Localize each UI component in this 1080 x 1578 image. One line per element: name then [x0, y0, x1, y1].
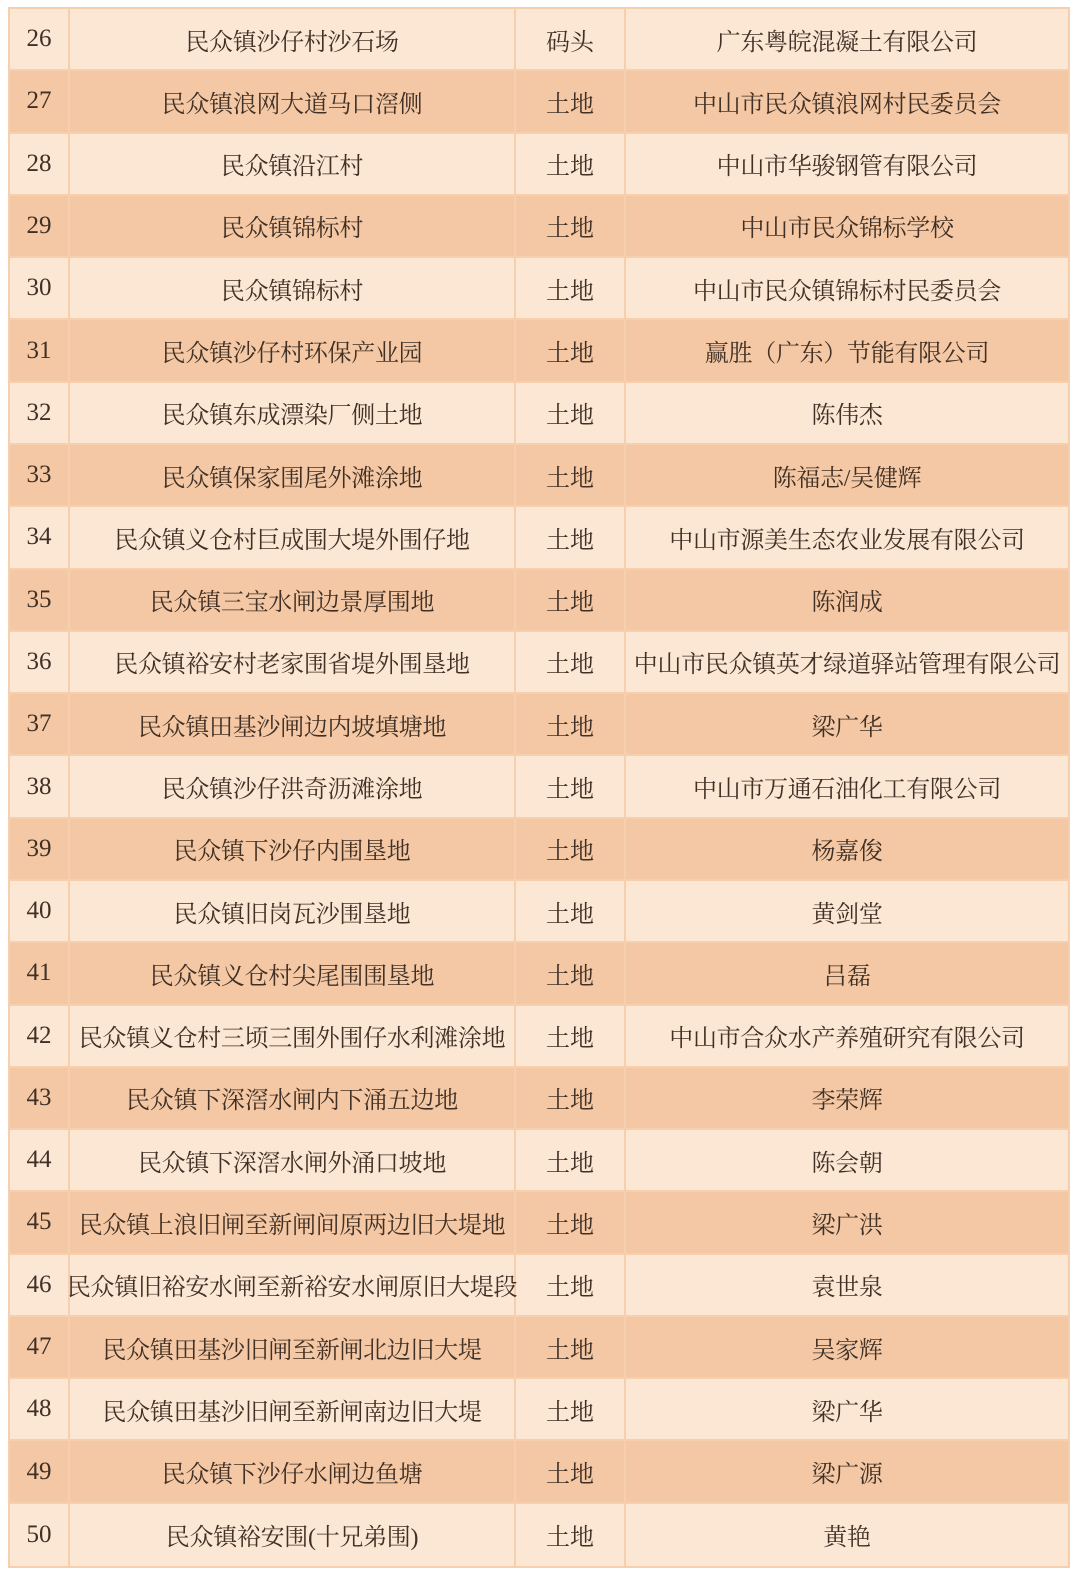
- owner-cell: 中山市万通石油化工有限公司: [626, 756, 1068, 818]
- table-row: [10, 881, 1068, 943]
- table-row: [10, 445, 1068, 507]
- table-row: [10, 1006, 1068, 1068]
- owner-cell: 中山市合众水产养殖研究有限公司: [626, 1006, 1068, 1068]
- use-type-cell: 码头: [516, 9, 626, 71]
- use-type-cell: 土地: [516, 1006, 626, 1068]
- row-number-cell: 50: [10, 1504, 70, 1566]
- use-type-cell: 土地: [516, 196, 626, 258]
- table-row: [10, 507, 1068, 569]
- owner-cell: 中山市民众镇锦标村民委员会: [626, 258, 1068, 320]
- owner-cell: 黄艳: [823, 1525, 871, 1552]
- owner-cell: 赢胜（广东）节能有限公司: [626, 320, 1068, 382]
- land-use-table: [8, 7, 1070, 1568]
- site-name-cell: 民众镇田基沙旧闸至新闸南边旧大堤: [70, 1379, 516, 1441]
- owner-cell: 中山市民众镇英才绿道驿站管理有限公司: [626, 632, 1068, 694]
- row-number-cell: 45: [10, 1192, 70, 1254]
- site-name-cell: 民众镇沙仔村沙石场: [70, 9, 516, 71]
- table-row: [10, 1192, 1068, 1254]
- site-name-cell: 民众镇义仓村三顷三围外围仔水利滩涂地: [70, 1006, 516, 1068]
- site-name-cell: 民众镇三宝水闸边景厚围地: [70, 570, 516, 632]
- owner-cell: 中山市民众镇浪网村民委员会: [626, 71, 1068, 133]
- owner-cell: 梁广华: [626, 694, 1068, 756]
- site-name-cell: 民众镇沙仔洪奇沥滩涂地: [70, 756, 516, 818]
- owner-cell: 李荣辉: [626, 1068, 1068, 1130]
- use-type-cell: 土地: [516, 756, 626, 818]
- row-number-cell: 46: [10, 1255, 70, 1317]
- owner-cell: 中山市民众锦标学校: [626, 196, 1068, 258]
- use-type-cell: 土地: [516, 1441, 626, 1503]
- use-type-cell: 土地: [516, 1379, 626, 1441]
- use-type-cell: 土地: [516, 570, 626, 632]
- use-type-cell: 土地: [516, 819, 626, 881]
- owner-cell: 陈会朝: [626, 1130, 1068, 1192]
- site-name-cell: 民众镇田基沙旧闸至新闸北边旧大堤: [70, 1317, 516, 1379]
- use-type-cell: 土地: [516, 1068, 626, 1130]
- use-type-cell: 土地: [516, 1130, 626, 1192]
- owner-cell: 陈福志/吴健辉: [626, 445, 1068, 507]
- table-row: [10, 943, 1068, 1005]
- owner-cell: 袁世泉: [626, 1255, 1068, 1317]
- row-number-cell: 42: [10, 1006, 70, 1068]
- site-name-cell: 民众镇义仓村巨成围大堤外围仔地: [70, 507, 516, 569]
- use-type-cell: 土地: [516, 694, 626, 756]
- site-name-cell: 民众镇裕安围(十兄弟围): [70, 1504, 516, 1566]
- row-number-cell: 36: [10, 632, 70, 694]
- site-name-cell: 民众镇浪网大道马口滘侧: [70, 71, 516, 133]
- row-number-cell: 41: [10, 943, 70, 1005]
- table-row: [10, 632, 1068, 694]
- use-type-cell: 土地: [516, 383, 626, 445]
- table-row: [10, 1255, 1068, 1317]
- site-name-cell: 民众镇旧岗瓦沙围垦地: [70, 881, 516, 943]
- site-name-cell: 民众镇上浪旧闸至新闸间原两边旧大堤地: [70, 1192, 516, 1254]
- table-row: [10, 1068, 1068, 1130]
- site-name-cell: 民众镇东成漂染厂侧土地: [70, 383, 516, 445]
- owner-cell: 吕磊: [626, 943, 1068, 1005]
- site-name-cell: 民众镇保家围尾外滩涂地: [70, 445, 516, 507]
- use-type-cell: 土地: [516, 1192, 626, 1254]
- use-type-cell: 土地: [516, 1255, 626, 1317]
- row-number-cell: 40: [10, 881, 70, 943]
- owner-cell: 中山市源美生态农业发展有限公司: [626, 507, 1068, 569]
- table-row: [10, 694, 1068, 756]
- table-row: [10, 1379, 1068, 1441]
- use-type-cell: 土地: [516, 881, 626, 943]
- site-name-cell: 民众镇下沙仔水闸边鱼塘: [70, 1441, 516, 1503]
- site-name-cell: 民众镇裕安村老家围省堤外围垦地: [70, 632, 516, 694]
- table-row: [10, 383, 1068, 445]
- table-row: [10, 134, 1068, 196]
- owner-cell: 黄剑堂: [626, 881, 1068, 943]
- use-type-cell: 土地: [516, 320, 626, 382]
- use-type-cell: 土地: [516, 1317, 626, 1379]
- site-name-cell: 民众镇义仓村尖尾围围垦地: [70, 943, 516, 1005]
- table-row: [10, 9, 1068, 71]
- row-number-cell: 33: [10, 445, 70, 507]
- use-type-cell: 土地: [516, 507, 626, 569]
- owner-cell: 梁广华: [626, 1379, 1068, 1441]
- owner-cell: 梁广洪: [626, 1192, 1068, 1254]
- owner-cell: 梁广源: [626, 1441, 1068, 1503]
- row-number-cell: 39: [10, 819, 70, 881]
- table-row: [10, 320, 1068, 382]
- table-row: [10, 196, 1068, 258]
- table-row: [10, 258, 1068, 320]
- use-type-cell: 土地: [516, 445, 626, 507]
- owner-cell: 杨嘉俊: [626, 819, 1068, 881]
- site-name-cell: 民众镇锦标村: [70, 196, 516, 258]
- row-number-cell: 49: [10, 1441, 70, 1503]
- use-type-cell: 土地: [516, 632, 626, 694]
- owner-cell: 广东粤皖混凝土有限公司: [626, 9, 1068, 71]
- site-name-cell: 民众镇沙仔村环保产业园: [70, 320, 516, 382]
- row-number-cell: 38: [10, 756, 70, 818]
- row-number-cell: 28: [10, 134, 70, 196]
- table-row: [10, 819, 1068, 881]
- table-row: [10, 570, 1068, 632]
- row-number-cell: 30: [10, 258, 70, 320]
- table-row: [10, 756, 1068, 818]
- site-name-cell: 民众镇沿江村: [70, 134, 516, 196]
- use-type-cell: 土地: [516, 943, 626, 1005]
- row-number-cell: 31: [10, 320, 70, 382]
- table-row: [10, 71, 1068, 133]
- row-number-cell: 32: [10, 383, 70, 445]
- row-number-cell: 48: [10, 1379, 70, 1441]
- site-name-cell: 民众镇锦标村: [70, 258, 516, 320]
- row-number-cell: 44: [10, 1130, 70, 1192]
- owner-cell: 陈伟杰: [626, 383, 1068, 445]
- row-number-cell: 43: [10, 1068, 70, 1130]
- site-name-cell: 民众镇下深滘水闸外涌口坡地: [70, 1130, 516, 1192]
- row-number-cell: 29: [10, 196, 70, 258]
- owner-cell: 吴家辉: [626, 1317, 1068, 1379]
- row-number-cell: 37: [10, 694, 70, 756]
- table-row: [10, 1130, 1068, 1192]
- table-row: [10, 1504, 1068, 1566]
- site-name-cell: 民众镇下深滘水闸内下涌五边地: [70, 1068, 516, 1130]
- row-number-cell: 35: [10, 570, 70, 632]
- owner-cell: 陈润成: [626, 570, 1068, 632]
- site-name-cell: 民众镇田基沙闸边内坡填塘地: [70, 694, 516, 756]
- use-type-cell: 土地: [516, 71, 626, 133]
- table-row: [10, 1441, 1068, 1503]
- row-number-cell: 26: [10, 9, 70, 71]
- site-name-cell: 民众镇旧裕安水闸至新裕安水闸原旧大堤段: [70, 1255, 516, 1317]
- table-row: [10, 1317, 1068, 1379]
- use-type-cell: 土地: [516, 1504, 626, 1566]
- row-number-cell: 27: [10, 71, 70, 133]
- use-type-cell: 土地: [516, 134, 626, 196]
- use-type-cell: 土地: [516, 258, 626, 320]
- row-number-cell: 34: [10, 507, 70, 569]
- owner-cell: 中山市华骏钢管有限公司: [626, 134, 1068, 196]
- row-number-cell: 47: [10, 1317, 70, 1379]
- site-name-cell: 民众镇下沙仔内围垦地: [70, 819, 516, 881]
